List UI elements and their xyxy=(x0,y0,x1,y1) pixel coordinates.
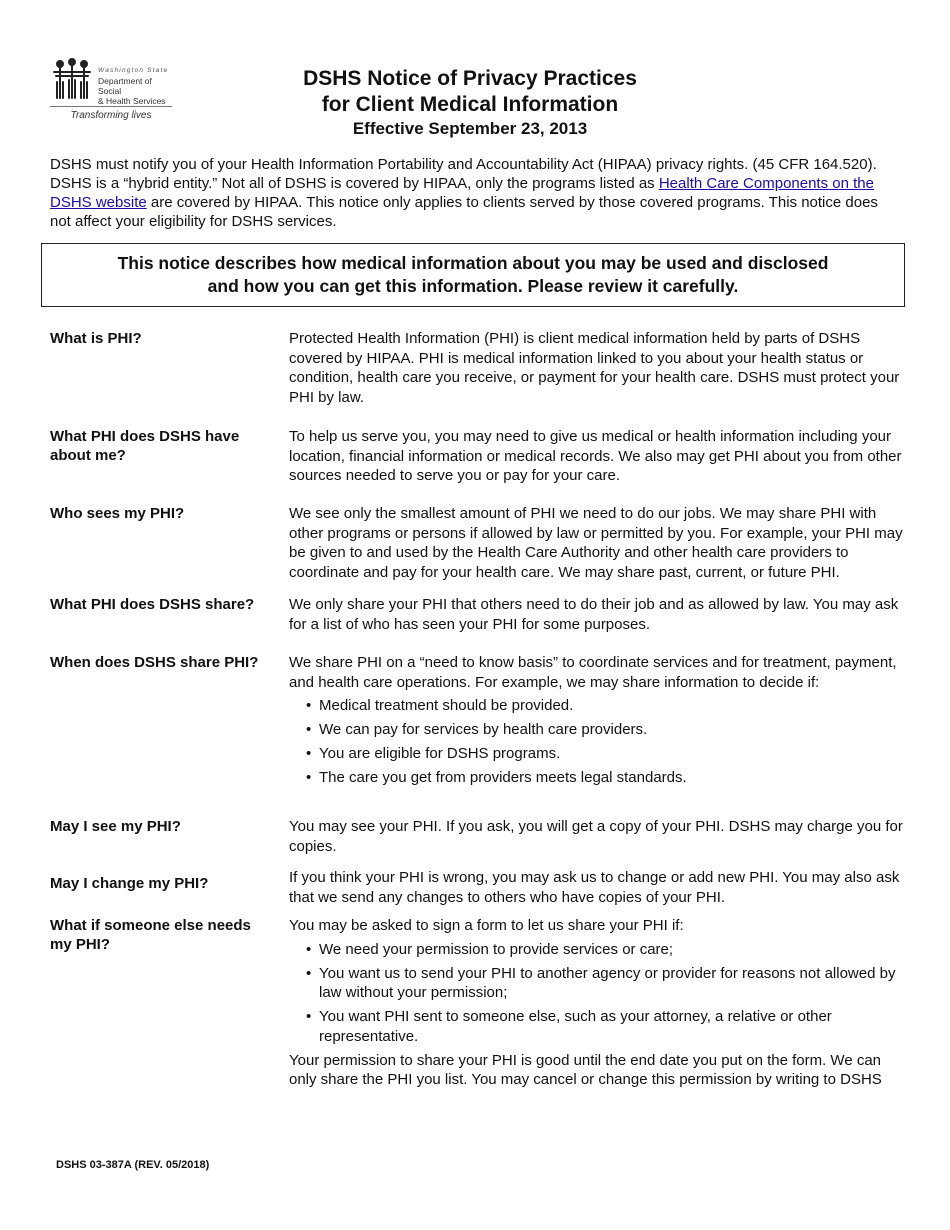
agency-line-2: & Health Services xyxy=(98,96,166,106)
agency-state: Washington State xyxy=(98,67,169,74)
answer-text xyxy=(289,653,905,792)
answer-text xyxy=(289,329,905,407)
answer-paragraph: You may see your PHI. If you ask, you will get a copy of your PHI. DSHS may charge you for copies. xyxy=(289,818,903,855)
agency-line-1: Department of Social xyxy=(98,76,152,96)
intro-paragraph xyxy=(50,155,890,231)
question-label: What if someone else needs my PHI? xyxy=(50,917,251,953)
answer-paragraph: We only share your PHI that others need to do their job and as allowed by law. You may ask for a list of who has seen your PHI for some purposes. xyxy=(289,596,899,633)
list-item: • Medical treatment should be provided. xyxy=(319,696,905,716)
question-label: When does DSHS share PHI? xyxy=(50,654,259,671)
answer-paragraph: We see only the smallest amount of PHI we need to do our jobs. We may share PHI with other programs or persons if allowed by law or permitted by you. For example, your PHI may be given to and used by the Health Care Authority and other health care providers to coordinate and pay for your health care. We may share past, current, or future PHI. xyxy=(289,505,903,581)
answer-text xyxy=(289,595,905,634)
answer-text xyxy=(289,817,905,856)
list-item: • We need your permission to provide services or care; xyxy=(319,940,905,960)
question-label: May I see my PHI? xyxy=(50,818,181,835)
answer-text xyxy=(289,916,905,1090)
page-title xyxy=(230,66,710,140)
agency-name xyxy=(98,66,175,106)
notice-box xyxy=(41,243,905,307)
question-label: May I change my PHI? xyxy=(50,875,209,892)
answer-closing-paragraph: Your permission to share your PHI is good until the end date you put on the form. We can only share the PHI you list. You may cancel or change this permission by writing to DSHS xyxy=(289,1051,882,1088)
question-label: What PHI does DSHS share? xyxy=(50,596,255,613)
answer-text xyxy=(289,427,905,486)
intro-text-before: DSHS must notify you of your Health Information Portability and Accountability Act (HIPAA) privacy rights. (45 CFR 164.520). DSHS is a “hybrid entity.” Not all of DSHS is covered by HIPAA, only the programs listed as xyxy=(50,156,877,192)
intro-text-after: are covered by HIPAA. This notice only applies to clients served by those covered programs. This notice does not affect your eligibility for DSHS services. xyxy=(50,194,878,230)
answer-paragraph: We share PHI on a “need to know basis” to coordinate services and for treatment, payment, and health care operations. For example, we may share information to decide if: xyxy=(289,654,897,691)
answer-paragraph: You may be asked to sign a form to let us share your PHI if: xyxy=(289,917,684,934)
question-label: What is PHI? xyxy=(50,330,142,347)
answer-text xyxy=(289,504,905,582)
list-item: • The care you get from providers meets legal standards. xyxy=(319,768,905,788)
notice-line-1: This notice describes how medical information about you may be used and disclosed xyxy=(117,253,829,273)
answer-paragraph: If you think your PHI is wrong, you may ask us to change or add new PHI. You may also ask that we send any changes to others who have copies of your PHI. xyxy=(289,869,900,906)
question-label: What PHI does DSHS have about me? xyxy=(50,428,240,464)
form-number: DSHS 03-387A (REV. 05/2018) xyxy=(56,1159,210,1171)
answer-paragraph: Protected Health Information (PHI) is client medical information held by parts of DSHS covered by HIPAA. PHI is medical information linked to you about your health status or condition, health care you receive, or payment for your health care. DSHS must protect your PHI by law. xyxy=(289,330,900,406)
answer-paragraph: To help us serve you, you may need to give us medical or health information including your location, financial information or medical records. We also may get PHI about you from other sources needed to serve you or pay for your care. xyxy=(289,428,902,484)
bullet-list xyxy=(289,940,905,1047)
list-item: • You want us to send your PHI to another agency or provider for reasons not allowed by law without your permission; xyxy=(319,964,905,1003)
notice-line-2: and how you can get this information. Please review it carefully. xyxy=(207,276,739,296)
dshs-logo xyxy=(50,56,175,126)
list-item: • You are eligible for DSHS programs. xyxy=(319,744,905,764)
title-line-1: DSHS Notice of Privacy Practices xyxy=(303,67,637,90)
list-item: • You want PHI sent to someone else, such as your attorney, a relative or other representative. xyxy=(319,1007,905,1046)
list-item: • We can pay for services by health care providers. xyxy=(319,720,905,740)
question-label: Who sees my PHI? xyxy=(50,505,185,522)
health-care-components-link[interactable]: Health Care Components on the DSHS website xyxy=(50,175,874,211)
answer-text xyxy=(289,868,905,907)
title-line-2: for Client Medical Information xyxy=(321,93,619,116)
logo-divider xyxy=(50,106,172,107)
effective-date: Effective September 23, 2013 xyxy=(352,119,588,138)
dshs-family-icon xyxy=(50,58,94,102)
logo-tagline: Transforming lives xyxy=(70,110,152,121)
bullet-list xyxy=(289,696,905,788)
